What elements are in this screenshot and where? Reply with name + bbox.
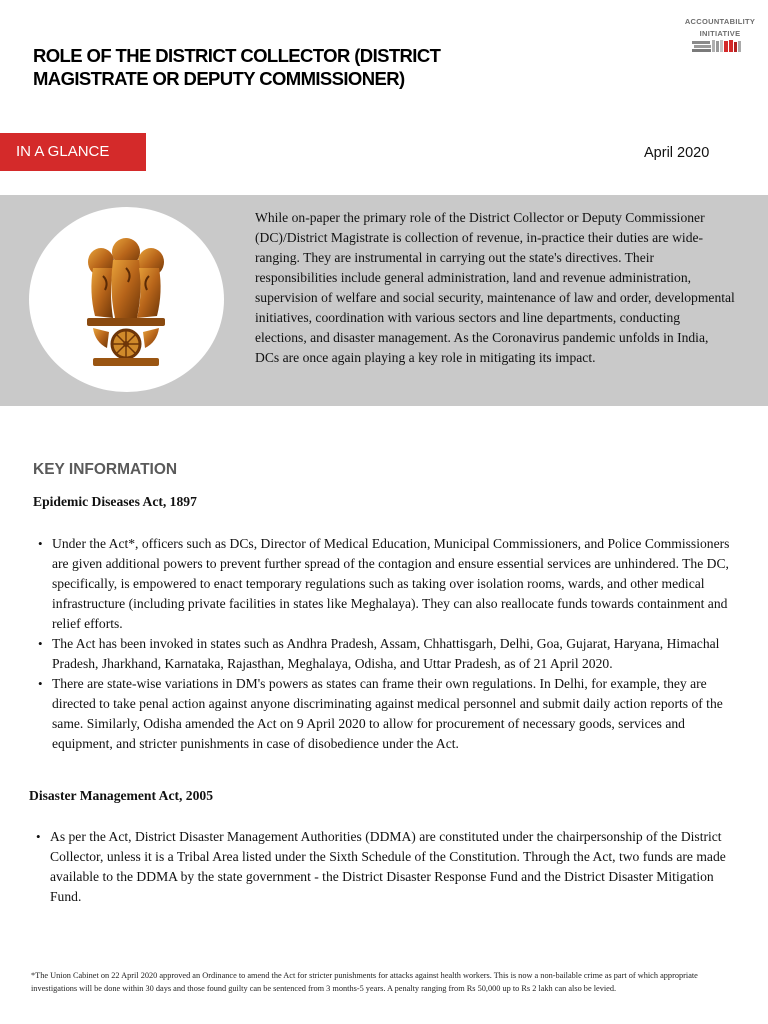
list-item: • As per the Act, District Disaster Management Authorities (DDMA) are constituted under the chairpersonship of the District Collector, unless it is a Tribal Area listed under the Sixth Schedule of the Constitution. Through the Act, two funds are made available to the DDMA by the state government - the District Disaster Response Fund and the District Disaster Mitigation Fund. [50, 827, 740, 907]
key-information-heading: KEY INFORMATION [33, 461, 178, 478]
emblem-circle [29, 207, 224, 392]
act-title-disaster-management: Disaster Management Act, 2005 [29, 788, 213, 803]
epidemic-act-points [52, 534, 742, 754]
act-title-epidemic-diseases: Epidemic Diseases Act, 1897 [33, 494, 197, 509]
footnote: *The Union Cabinet on 22 April 2020 approved an Ordinance to amend the Act for stricter punishments for attacks against health workers. This is now a non-bailable crime as part of which appropriate investigations will be done within 30 days and those found guilty can be sentenced from 3 months-5 years. A penalty ranging from Rs 50,000 up to Rs 2 lakh can also be levied. [31, 971, 698, 993]
logo [676, 11, 764, 45]
national-emblem-icon [73, 232, 179, 370]
logo-text-line1: ACCOUNTABILITY [684, 17, 756, 26]
intro-paragraph: While on-paper the primary role of the District Collector or Deputy Commissioner (DC)/District Magistrate is collection of revenue, in-practice their duties are wide-ranging. They are instrumental in carrying out the state's directives. Their responsibilities include general administration, land and revenue administration, supervision of welfare and social security, maintenance of law and order, developmental initiatives, coordination with various sectors and line departments, conducting elections, and disaster management. As the Coronavirus pandemic unfolds in India, DCs are once again playing a key role in mitigating its impact. [255, 210, 735, 365]
page-title: ROLE OF THE DISTRICT COLLECTOR (DISTRICT MAGISTRATE OR DEPUTY COMMISSIONER) [33, 45, 441, 89]
disaster-act-points [50, 827, 740, 907]
list-item: • Under the Act*, officers such as DCs, Director of Medical Education, Municipal Commissioners, and Police Commissioners are given additional powers to prevent further spread of the contagion and ensure essential services are unhindered. The DC, specifically, is empowered to enact temporary regulations such as taking over isolation rooms, wards, and other medical infrastructure (including private facilities in states like Meghalaya). They can also reallocate funds towards containment and relief efforts. [52, 534, 742, 634]
books-logo-icon [690, 39, 750, 53]
list-item: • There are state-wise variations in DM's powers as states can frame their own regulations. In Delhi, for example, they are directed to take penal action against anyone discriminating against medical personnel and submit daily action reports of the same. Similarly, Odisha amended the Act on 9 April 2020 to allow for procurement of necessary goods, services and equipment, and stricter punishments in case of disobedience under the Act. [52, 674, 742, 754]
in-a-glance-banner: IN A GLANCE [0, 133, 146, 171]
list-item: • The Act has been invoked in states such as Andhra Pradesh, Assam, Chhattisgarh, Delhi, Goa, Gujarat, Haryana, Himachal Pradesh, Jharkhand, Karnataka, Rajasthan, Meghalaya, Odisha, and Uttar Pradesh, as of 21 April 2020. [52, 634, 742, 674]
publication-date: April 2020 [644, 145, 710, 161]
logo-text-line2: INITIATIVE [699, 29, 741, 38]
